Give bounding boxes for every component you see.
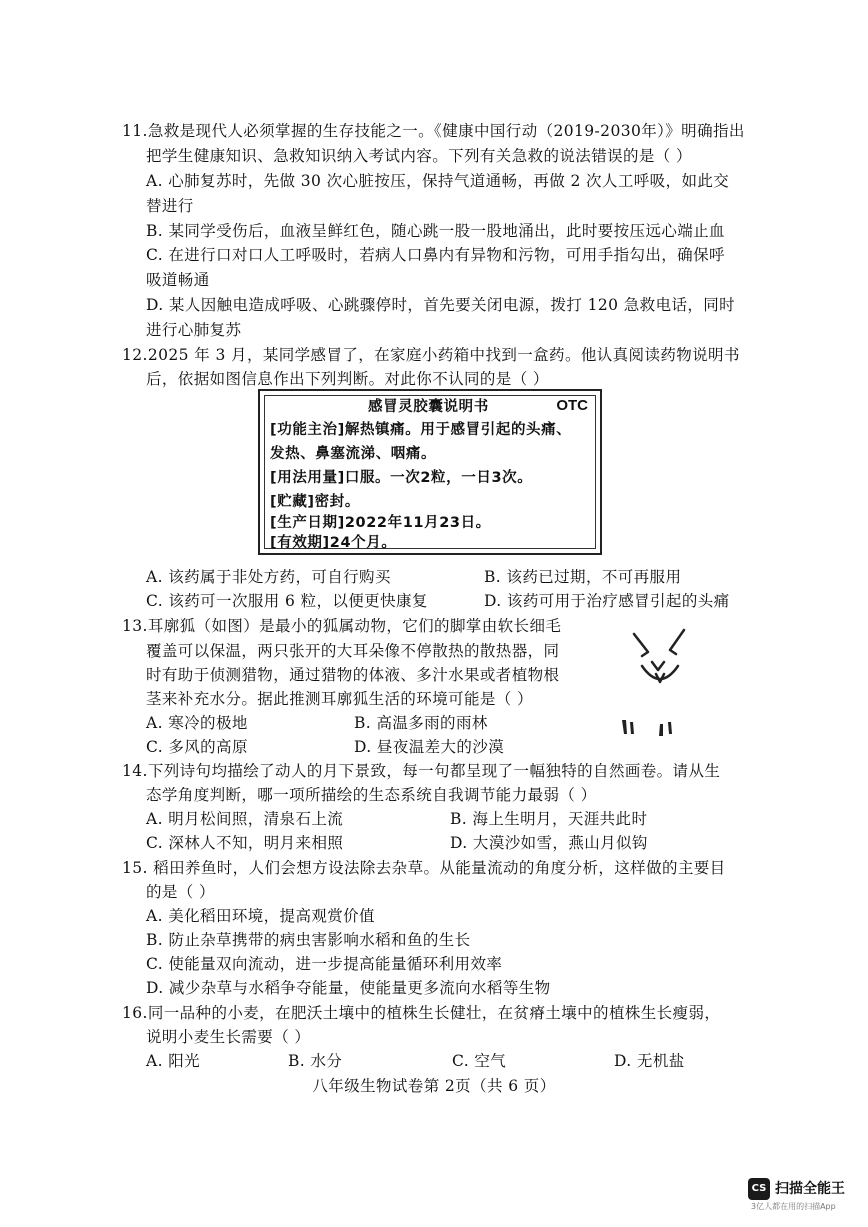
- fennec-fox-illustration: [612, 622, 712, 762]
- q11-option-d: D. 某人因触电造成呼吸、心跳骤停时，首先要关闭电源，拨打 120 急救电话，同时: [146, 296, 736, 314]
- q13-stem-line-3: 时有助于侦测猎物，通过猎物的体液、多汁水果或者植物根: [146, 666, 560, 684]
- q16-stem-line-2: 说明小麦生长需要（ ）: [146, 1028, 311, 1046]
- q12-option-b: B. 该药已过期，不可再服用: [484, 568, 682, 586]
- camscanner-logo-icon: CS: [748, 1178, 770, 1200]
- q14-option-c: C. 深林人不知，明月来相照: [146, 834, 344, 852]
- scanner-tagline: 3亿人都在用的扫描App: [751, 1202, 836, 1211]
- q14-stem-line-1: 14.下列诗句均描绘了动人的月下景致，每一句都呈现了一幅独特的自然画卷。请从生: [122, 762, 721, 780]
- q15-option-c: C. 使能量双向流动，进一步提高能量循环利用效率: [146, 955, 503, 973]
- q11-option-d-cont: 进行心肺复苏: [146, 321, 242, 339]
- q16-options-row: [0, 1050, 868, 1072]
- drug-box-title: 感冒灵胶囊说明书: [368, 399, 489, 415]
- drug-instruction-box: [258, 389, 602, 555]
- q11-stem-line-2: 把学生健康知识、急救知识纳入考试内容。下列有关急救的说法错误的是（ ）: [146, 147, 692, 165]
- q14-options-row-2: [0, 832, 868, 854]
- q12-options-row-2: [0, 590, 868, 612]
- drug-box-line-6: [有效期]24个月。: [270, 535, 397, 551]
- q12-options-row-1: [0, 566, 868, 588]
- q16-option-b: B. 水分: [288, 1052, 343, 1070]
- q11-stem-line-1: 11.急救是现代人必须掌握的生存技能之一。《健康中国行动（2019-2030年）》明确指出: [122, 122, 745, 140]
- q16-stem-line-1: 16.同一品种的小麦，在肥沃土壤中的植株生长健壮，在贫瘠土壤中的植株生长瘦弱，: [122, 1004, 721, 1022]
- q16-option-a: A. 阳光: [146, 1052, 201, 1070]
- drug-box-line-4: [贮藏]密封。: [270, 494, 360, 510]
- q13-option-d: D. 昼夜温差大的沙漠: [354, 738, 505, 756]
- q13-option-b: B. 高温多雨的雨林: [354, 714, 488, 732]
- otc-label: OTC: [556, 397, 588, 414]
- q13-option-c: C. 多风的高原: [146, 738, 248, 756]
- q14-option-b: B. 海上生明月，天涯共此时: [450, 810, 648, 828]
- q15-option-b: B. 防止杂草携带的病虫害影响水稻和鱼的生长: [146, 931, 471, 949]
- q13-stem-line-2: 覆盖可以保温，两只张开的大耳朵像不停散热的散热器，同: [146, 642, 560, 660]
- q14-stem-line-2: 态学角度判断，哪一项所描绘的生态系统自我调节能力最弱（ ）: [146, 786, 597, 804]
- q13-option-a: A. 寒冷的极地: [146, 714, 248, 732]
- q11-option-b: B. 某同学受伤后，血液呈鲜红色，随心跳一股一股地涌出，此时要按压远心端止血: [146, 222, 725, 240]
- drug-box-line-1: [功能主治]解热镇痛。用于感冒引起的头痛、: [270, 422, 572, 438]
- q15-option-d: D. 减少杂草与水稻争夺能量，使能量更多流向水稻等生物: [146, 979, 551, 997]
- q12-stem-line-2: 后，依据如图信息作出下列判断。对此你不认同的是（ ）: [146, 370, 549, 388]
- q11-option-c-cont: 吸道畅通: [146, 271, 210, 289]
- q14-option-a: A. 明月松间照，清泉石上流: [146, 810, 344, 828]
- q15-stem-line-1: 15. 稻田养鱼时，人们会想方设法除去杂草。从能量流动的角度分析，这样做的主要目: [122, 859, 726, 877]
- q13-stem-line-1: 13.耳廓狐（如图）是最小的狐属动物，它们的脚掌由软长细毛: [122, 617, 562, 635]
- drug-box-line-5: [生产日期]2022年11月23日。: [270, 515, 491, 531]
- q14-option-d: D. 大漠沙如雪，燕山月似钩: [450, 834, 648, 852]
- scanner-watermark: [748, 1176, 858, 1216]
- q11-option-c: C. 在进行口对口人工呼吸时，若病人口鼻内有异物和污物，可用手指勾出，确保呼: [146, 246, 725, 264]
- q12-option-c: C. 该药可一次服用 6 粒，以便更快康复: [146, 592, 428, 610]
- q15-option-a: A. 美化稻田环境，提高观赏价值: [146, 907, 375, 925]
- q14-options-row-1: [0, 808, 868, 830]
- q12-stem-line-1: 12.2025 年 3 月，某同学感冒了，在家庭小药箱中找到一盒药。他认真阅读药物说明书: [122, 346, 740, 364]
- q13-stem-line-4: 茎来补充水分。据此推测耳廓狐生活的环境可能是（ ）: [146, 690, 533, 708]
- q12-option-a: A. 该药属于非处方药，可自行购买: [146, 568, 391, 586]
- scanner-app-name: 扫描全能王: [775, 1181, 845, 1197]
- q12-option-d: D. 该药可用于治疗感冒引起的头痛: [484, 592, 730, 610]
- q11-option-a-cont: 替进行: [146, 197, 194, 215]
- drug-box-line-2: 发热、鼻塞流涕、咽痛。: [270, 446, 437, 462]
- page-footer: 八年级生物试卷第 2页（共 6 页）: [312, 1077, 556, 1095]
- drug-box-line-3: [用法用量]口服。一次2粒，一日3次。: [270, 470, 533, 486]
- q16-option-c: C. 空气: [452, 1052, 507, 1070]
- q13-options-row-1: [0, 712, 600, 734]
- q16-option-d: D. 无机盐: [614, 1052, 685, 1070]
- q15-stem-line-2: 的是（ ）: [146, 883, 215, 901]
- q13-options-row-2: [0, 736, 600, 758]
- q11-option-a: A. 心肺复苏时，先做 30 次心脏按压，保持气道通畅，再做 2 次人工呼吸，如此交: [146, 172, 730, 190]
